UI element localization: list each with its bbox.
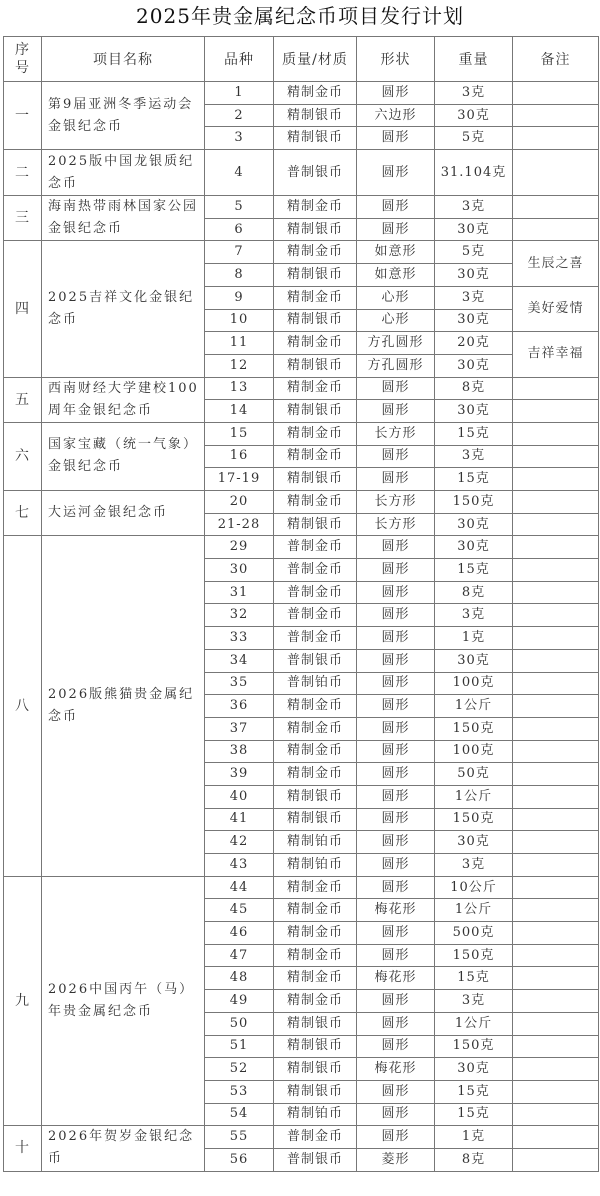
col-header-remark: 备注: [513, 37, 599, 82]
variety-no: 42: [205, 831, 274, 854]
shape: 圆形: [357, 831, 435, 854]
table-row: [4, 536, 599, 559]
table-row: [4, 1126, 599, 1149]
shape: 圆形: [357, 468, 435, 491]
variety-no: 37: [205, 717, 274, 740]
shape: 圆形: [357, 944, 435, 967]
col-header-weight: 重量: [435, 37, 513, 82]
remark: [513, 808, 599, 831]
header-row: [4, 37, 599, 82]
project-name: 2026年贺岁金银纪念币: [42, 1126, 205, 1171]
remark: [513, 627, 599, 650]
remark: [513, 740, 599, 763]
shape: 菱形: [357, 1148, 435, 1171]
material: 精制银币: [274, 354, 357, 377]
weight: 5克: [435, 127, 513, 150]
weight: 15克: [435, 1103, 513, 1126]
variety-no: 54: [205, 1103, 274, 1126]
material: 精制金币: [274, 491, 357, 514]
table-row: [4, 82, 599, 105]
variety-no: 2: [205, 104, 274, 127]
shape: 圆形: [357, 990, 435, 1013]
material: 精制金币: [274, 377, 357, 400]
shape: 圆形: [357, 695, 435, 718]
weight: 150克: [435, 944, 513, 967]
shape: 圆形: [357, 559, 435, 582]
shape: 圆形: [357, 377, 435, 400]
material: 精制金币: [274, 990, 357, 1013]
variety-no: 45: [205, 899, 274, 922]
project-name: 2026中国丙午（马）年贵金属纪念币: [42, 876, 205, 1126]
project-name: 2025吉祥文化金银纪念币: [42, 241, 205, 377]
weight: 1公斤: [435, 1012, 513, 1035]
weight: 8克: [435, 581, 513, 604]
remark: [513, 1080, 599, 1103]
material: 精制银币: [274, 400, 357, 423]
table-row: [4, 491, 599, 514]
weight: 1公斤: [435, 695, 513, 718]
variety-no: 29: [205, 536, 274, 559]
shape: 圆形: [357, 581, 435, 604]
weight: 5克: [435, 241, 513, 264]
variety-no: 14: [205, 400, 274, 423]
project-name: 西南财经大学建校100周年金银纪念币: [42, 377, 205, 422]
shape: 梅花形: [357, 1058, 435, 1081]
weight: 100克: [435, 740, 513, 763]
material: 普制铂币: [274, 672, 357, 695]
variety-no: 46: [205, 922, 274, 945]
remark: [513, 513, 599, 536]
weight: 100克: [435, 672, 513, 695]
remark: [513, 1012, 599, 1035]
weight: 10公斤: [435, 876, 513, 899]
weight: 3克: [435, 604, 513, 627]
weight: 30克: [435, 309, 513, 332]
weight: 1克: [435, 627, 513, 650]
group-seq: 四: [4, 241, 42, 377]
remark: [513, 1035, 599, 1058]
material: 精制金币: [274, 740, 357, 763]
weight: 30克: [435, 831, 513, 854]
weight: 30克: [435, 513, 513, 536]
group-seq: 一: [4, 82, 42, 150]
material: 精制银币: [274, 1035, 357, 1058]
remark: [513, 967, 599, 990]
variety-no: 47: [205, 944, 274, 967]
variety-no: 11: [205, 332, 274, 355]
shape: 方孔圆形: [357, 332, 435, 355]
variety-no: 36: [205, 695, 274, 718]
material: 精制铂币: [274, 1103, 357, 1126]
remark: [513, 196, 599, 219]
material: 普制金币: [274, 581, 357, 604]
shape: 圆形: [357, 808, 435, 831]
material: 精制金币: [274, 241, 357, 264]
material: 精制金币: [274, 286, 357, 309]
material: 普制金币: [274, 536, 357, 559]
group-seq: 二: [4, 150, 42, 196]
variety-no: 21-28: [205, 513, 274, 536]
weight: 15克: [435, 967, 513, 990]
remark: [513, 491, 599, 514]
weight: 30克: [435, 218, 513, 241]
remark: 吉祥幸福: [513, 332, 599, 377]
weight: 500克: [435, 922, 513, 945]
remark: [513, 717, 599, 740]
weight: 15克: [435, 468, 513, 491]
shape: 长方形: [357, 513, 435, 536]
material: 精制银币: [274, 468, 357, 491]
shape: 圆形: [357, 854, 435, 877]
weight: 150克: [435, 808, 513, 831]
material: 精制金币: [274, 695, 357, 718]
shape: 圆形: [357, 1035, 435, 1058]
weight: 3克: [435, 286, 513, 309]
weight: 15克: [435, 559, 513, 582]
remark: [513, 559, 599, 582]
remark: [513, 468, 599, 491]
shape: 圆形: [357, 717, 435, 740]
variety-no: 33: [205, 627, 274, 650]
variety-no: 38: [205, 740, 274, 763]
remark: [513, 876, 599, 899]
material: 精制铂币: [274, 831, 357, 854]
variety-no: 41: [205, 808, 274, 831]
weight: 150克: [435, 1035, 513, 1058]
material: 精制金币: [274, 422, 357, 445]
material: 精制金币: [274, 899, 357, 922]
weight: 31.104克: [435, 150, 513, 196]
table-row: [4, 422, 599, 445]
material: 精制金币: [274, 717, 357, 740]
variety-no: 1: [205, 82, 274, 105]
remark: [513, 104, 599, 127]
shape: 圆形: [357, 740, 435, 763]
project-name: 国家宝藏（统一气象）金银纪念币: [42, 422, 205, 490]
variety-no: 8: [205, 264, 274, 287]
weight: 20克: [435, 332, 513, 355]
weight: 50克: [435, 763, 513, 786]
shape: 心形: [357, 309, 435, 332]
table-row: [4, 876, 599, 899]
col-header-name: 项目名称: [42, 37, 205, 82]
remark: 美好爱情: [513, 286, 599, 331]
variety-no: 4: [205, 150, 274, 196]
shape: 圆形: [357, 785, 435, 808]
shape: 圆形: [357, 400, 435, 423]
remark: [513, 831, 599, 854]
variety-no: 9: [205, 286, 274, 309]
shape: 圆形: [357, 604, 435, 627]
weight: 1公斤: [435, 785, 513, 808]
project-name: 2025版中国龙银质纪念币: [42, 150, 205, 196]
remark: [513, 604, 599, 627]
material: 精制银币: [274, 1058, 357, 1081]
table-row: [4, 241, 599, 264]
remark: [513, 1103, 599, 1126]
group-seq: 九: [4, 876, 42, 1126]
shape: 方孔圆形: [357, 354, 435, 377]
project-name: 第9届亚洲冬季运动会金银纪念币: [42, 82, 205, 150]
material: 普制金币: [274, 627, 357, 650]
material: 精制银币: [274, 104, 357, 127]
remark: [513, 649, 599, 672]
remark: 生辰之喜: [513, 241, 599, 286]
group-seq: 七: [4, 491, 42, 536]
weight: 3克: [435, 854, 513, 877]
shape: 圆形: [357, 1126, 435, 1149]
material: 普制银币: [274, 649, 357, 672]
variety-no: 31: [205, 581, 274, 604]
remark: [513, 1058, 599, 1081]
remark: [513, 218, 599, 241]
variety-no: 39: [205, 763, 274, 786]
variety-no: 55: [205, 1126, 274, 1149]
weight: 150克: [435, 717, 513, 740]
weight: 30克: [435, 649, 513, 672]
weight: 150克: [435, 491, 513, 514]
material: 普制金币: [274, 604, 357, 627]
variety-no: 34: [205, 649, 274, 672]
variety-no: 43: [205, 854, 274, 877]
shape: 六边形: [357, 104, 435, 127]
page-title: 2025年贵金属纪念币项目发行计划: [136, 4, 464, 28]
material: 精制金币: [274, 922, 357, 945]
variety-no: 32: [205, 604, 274, 627]
variety-no: 15: [205, 422, 274, 445]
shape: 圆形: [357, 82, 435, 105]
material: 精制金币: [274, 445, 357, 468]
project-name: 大运河金银纪念币: [42, 491, 205, 536]
col-header-seq: 序号: [4, 37, 42, 82]
variety-no: 48: [205, 967, 274, 990]
remark: [513, 536, 599, 559]
remark: [513, 150, 599, 196]
variety-no: 5: [205, 196, 274, 219]
shape: 圆形: [357, 196, 435, 219]
shape: 圆形: [357, 1012, 435, 1035]
weight: 30克: [435, 104, 513, 127]
shape: 长方形: [357, 422, 435, 445]
weight: 3克: [435, 990, 513, 1013]
variety-no: 6: [205, 218, 274, 241]
variety-no: 13: [205, 377, 274, 400]
material: 精制银币: [274, 218, 357, 241]
project-name: 2026版熊猫贵金属纪念币: [42, 536, 205, 876]
remark: [513, 695, 599, 718]
col-header-variety: 品种: [205, 37, 274, 82]
group-seq: 八: [4, 536, 42, 876]
variety-no: 51: [205, 1035, 274, 1058]
weight: 15克: [435, 1080, 513, 1103]
issuance-plan-table: [3, 36, 599, 1172]
shape: 圆形: [357, 763, 435, 786]
material: 精制银币: [274, 1080, 357, 1103]
variety-no: 30: [205, 559, 274, 582]
shape: 梅花形: [357, 967, 435, 990]
material: 精制金币: [274, 196, 357, 219]
shape: 如意形: [357, 264, 435, 287]
material: 精制银币: [274, 127, 357, 150]
remark: [513, 944, 599, 967]
material: 普制银币: [274, 1148, 357, 1171]
shape: 圆形: [357, 876, 435, 899]
group-seq: 六: [4, 422, 42, 490]
shape: 梅花形: [357, 899, 435, 922]
variety-no: 40: [205, 785, 274, 808]
shape: 圆形: [357, 150, 435, 196]
shape: 圆形: [357, 127, 435, 150]
group-seq: 五: [4, 377, 42, 422]
variety-no: 7: [205, 241, 274, 264]
variety-no: 12: [205, 354, 274, 377]
table-row: [4, 150, 599, 196]
material: 精制银币: [274, 808, 357, 831]
remark: [513, 377, 599, 400]
weight: 30克: [435, 354, 513, 377]
weight: 15克: [435, 422, 513, 445]
variety-no: 35: [205, 672, 274, 695]
remark: [513, 581, 599, 604]
material: 精制金币: [274, 967, 357, 990]
remark: [513, 400, 599, 423]
material: 精制银币: [274, 1012, 357, 1035]
material: 普制金币: [274, 559, 357, 582]
remark: [513, 763, 599, 786]
variety-no: 16: [205, 445, 274, 468]
col-header-material: 质量/材质: [274, 37, 357, 82]
shape: 圆形: [357, 218, 435, 241]
remark: [513, 127, 599, 150]
weight: 30克: [435, 264, 513, 287]
material: 精制银币: [274, 785, 357, 808]
remark: [513, 922, 599, 945]
project-name: 海南热带雨林国家公园金银纪念币: [42, 196, 205, 241]
remark: [513, 672, 599, 695]
weight: 1公斤: [435, 899, 513, 922]
shape: 圆形: [357, 922, 435, 945]
shape: 圆形: [357, 536, 435, 559]
shape: 心形: [357, 286, 435, 309]
remark: [513, 899, 599, 922]
weight: 3克: [435, 196, 513, 219]
shape: 圆形: [357, 1103, 435, 1126]
remark: [513, 785, 599, 808]
variety-no: 53: [205, 1080, 274, 1103]
material: 精制银币: [274, 309, 357, 332]
remark: [513, 82, 599, 105]
material: 精制金币: [274, 763, 357, 786]
weight: 8克: [435, 377, 513, 400]
shape: 如意形: [357, 241, 435, 264]
variety-no: 10: [205, 309, 274, 332]
shape: 圆形: [357, 672, 435, 695]
weight: 3克: [435, 445, 513, 468]
group-seq: 十: [4, 1126, 42, 1171]
weight: 1克: [435, 1126, 513, 1149]
variety-no: 52: [205, 1058, 274, 1081]
variety-no: 3: [205, 127, 274, 150]
weight: 30克: [435, 536, 513, 559]
variety-no: 56: [205, 1148, 274, 1171]
remark: [513, 445, 599, 468]
material: 普制银币: [274, 150, 357, 196]
variety-no: 44: [205, 876, 274, 899]
table-row: [4, 377, 599, 400]
remark: [513, 422, 599, 445]
shape: 圆形: [357, 1080, 435, 1103]
weight: 30克: [435, 400, 513, 423]
remark: [513, 1148, 599, 1171]
weight: 30克: [435, 1058, 513, 1081]
weight: 8克: [435, 1148, 513, 1171]
remark: [513, 854, 599, 877]
col-header-shape: 形状: [357, 37, 435, 82]
table-row: [4, 196, 599, 219]
material: 普制金币: [274, 1126, 357, 1149]
remark: [513, 1126, 599, 1149]
material: 精制铂币: [274, 854, 357, 877]
shape: 长方形: [357, 491, 435, 514]
material: 精制金币: [274, 82, 357, 105]
variety-no: 50: [205, 1012, 274, 1035]
material: 精制金币: [274, 332, 357, 355]
shape: 圆形: [357, 445, 435, 468]
variety-no: 17-19: [205, 468, 274, 491]
shape: 圆形: [357, 627, 435, 650]
material: 精制金币: [274, 944, 357, 967]
table-body: [4, 82, 599, 1172]
material: 精制银币: [274, 513, 357, 536]
weight: 3克: [435, 82, 513, 105]
shape: 圆形: [357, 649, 435, 672]
variety-no: 49: [205, 990, 274, 1013]
material: 精制金币: [274, 876, 357, 899]
group-seq: 三: [4, 196, 42, 241]
remark: [513, 990, 599, 1013]
variety-no: 20: [205, 491, 274, 514]
material: 精制银币: [274, 264, 357, 287]
